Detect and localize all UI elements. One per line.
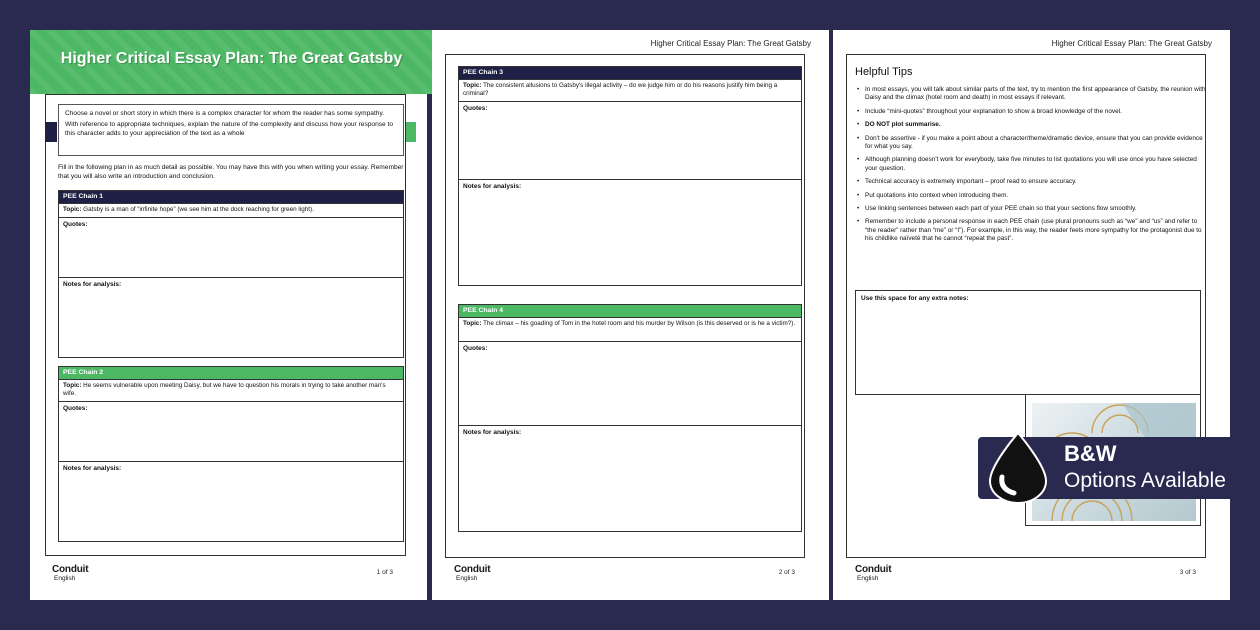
notes-section[interactable] — [459, 425, 801, 531]
running-header: Higher Critical Essay Plan: The Great Gatsby — [1051, 39, 1212, 48]
logo-brand: Conduit — [454, 564, 491, 575]
task-text: With reference to appropriate techniques, explain the nature of the complexity and discuss how your response to this character adds to your appreciation of the text as a whole — [65, 121, 394, 137]
quotes-label: Quotes: — [63, 221, 88, 228]
page-title: Higher Critical Essay Plan: The Great Gatsby — [60, 50, 403, 67]
notes-section[interactable] — [59, 277, 403, 357]
pee-chain-1 — [58, 190, 404, 358]
quotes-label: Quotes: — [463, 345, 488, 352]
running-header: Higher Critical Essay Plan: The Great Gatsby — [650, 39, 811, 48]
extra-notes-label: Use this space for any extra notes: — [861, 295, 969, 302]
page-number: 1 of 3 — [376, 569, 393, 576]
pee-chain-2 — [58, 366, 404, 542]
worksheet-page-3 — [833, 30, 1230, 600]
ink-drop-icon — [978, 431, 1058, 503]
worksheet-page-1 — [30, 30, 427, 600]
quotes-section[interactable] — [59, 401, 403, 461]
task-box — [58, 104, 404, 156]
topic-label: Topic: — [63, 382, 82, 389]
tips-title: Helpful Tips — [855, 66, 913, 78]
tip-item: • Technical accuracy is extremely important – proof read to ensure accuracy. — [857, 178, 1207, 186]
pee-chain-3 — [458, 66, 802, 286]
badge-line-2: Options Available — [1064, 469, 1226, 492]
topic-label: Topic: — [63, 206, 82, 213]
notes-label: Notes for analysis: — [63, 281, 122, 288]
pee-chain-4 — [458, 304, 802, 532]
chain-topic — [59, 203, 403, 217]
tip-item: • Put quotations into context when introducing them. — [857, 192, 1207, 200]
logo-sub: English — [54, 575, 76, 582]
side-tab — [45, 122, 57, 142]
topic-label: Topic: — [463, 82, 482, 89]
notes-section[interactable] — [59, 461, 403, 541]
extra-notes-box[interactable] — [855, 290, 1201, 395]
chain-topic — [459, 317, 801, 341]
chain-header: PEE Chain 1 — [59, 191, 403, 203]
chain-header: PEE Chain 3 — [459, 67, 801, 79]
logo-brand: Conduit — [52, 564, 89, 575]
quotes-section[interactable] — [459, 341, 801, 425]
notes-label: Notes for analysis: — [63, 465, 122, 472]
tip-item: • Use linking sentences between each part of your PEE chain so that your sections flow smoothly. — [857, 205, 1207, 213]
page-number: 2 of 3 — [778, 569, 795, 576]
conduit-logo — [52, 564, 88, 582]
tip-item: • Don't be assertive - if you make a point about a character/theme/dramatic device, ensure that you can provide evidence for what you say. — [857, 135, 1207, 152]
tips-list — [857, 86, 1207, 249]
notes-section[interactable] — [459, 179, 801, 285]
topic-label: Topic: — [463, 320, 482, 327]
conduit-logo — [855, 564, 891, 582]
page-number: 3 of 3 — [1179, 569, 1196, 576]
tip-item: • Although planning doesn't work for everybody, take five minutes to list quotations you will use once you have selected your question. — [857, 156, 1207, 173]
task-text: Choose a novel or short story in which there is a complex character for whom the reader has some sympathy. — [65, 110, 385, 117]
bw-options-badge — [978, 437, 1260, 499]
chain-topic — [59, 379, 403, 401]
worksheet-page-2 — [432, 30, 829, 600]
tip-item: • Include “mini-quotes” throughout your explanation to show a broad knowledge of the novel. — [857, 108, 1207, 116]
conduit-logo — [454, 564, 490, 582]
notes-label: Notes for analysis: — [463, 429, 522, 436]
topic-text: The climax – his goading of Tom in the hotel room and his murder by Wilson (is this deserved or is he a victim?). — [483, 320, 796, 327]
quotes-section[interactable] — [59, 217, 403, 277]
tip-item: • Remember to include a personal response in each PEE chain (use plural pronouns such as “we” and “us” and refer to “the reader” rather than “me” or “I”). For example, in this way, the reader feels more sympathy for the protagonist due to his childlike naïveté that he cannot “repeat the past”. — [857, 218, 1207, 243]
badge-line-1: B&W — [1064, 441, 1117, 466]
title-banner — [30, 30, 433, 94]
topic-text: Gatsby is a man of “infinite hope” (we see him at the dock reaching for green light). — [83, 206, 314, 213]
notes-label: Notes for analysis: — [463, 183, 522, 190]
tip-item: • In most essays, you will talk about similar parts of the text, try to mention the first appearance of Gatsby, the reunion with Daisy and the climax (hotel room and death) in most essays if relevant. — [857, 86, 1207, 103]
topic-text: The consistent allusions to Gatsby's illegal activity – do we judge him or do his reasons justify him being a criminal? — [463, 82, 778, 97]
chain-header: PEE Chain 2 — [59, 367, 403, 379]
side-tab — [406, 122, 416, 142]
logo-brand: Conduit — [855, 564, 892, 575]
topic-text: He seems vulnerable upon meeting Daisy, but we have to question his morals in trying to take another man's wife. — [63, 382, 386, 397]
chain-header: PEE Chain 4 — [459, 305, 801, 317]
logo-sub: English — [857, 575, 879, 582]
logo-sub: English — [456, 575, 478, 582]
quotes-section[interactable] — [459, 101, 801, 179]
chain-topic — [459, 79, 801, 101]
quotes-label: Quotes: — [63, 405, 88, 412]
instructions: Fill in the following plan in as much detail as possible. You may have this with you when writing your essay. Remember that you will also write an introduction and conclusion. — [58, 164, 404, 180]
tip-item: • DO NOT plot summarise. — [857, 121, 1207, 129]
quotes-label: Quotes: — [463, 105, 488, 112]
